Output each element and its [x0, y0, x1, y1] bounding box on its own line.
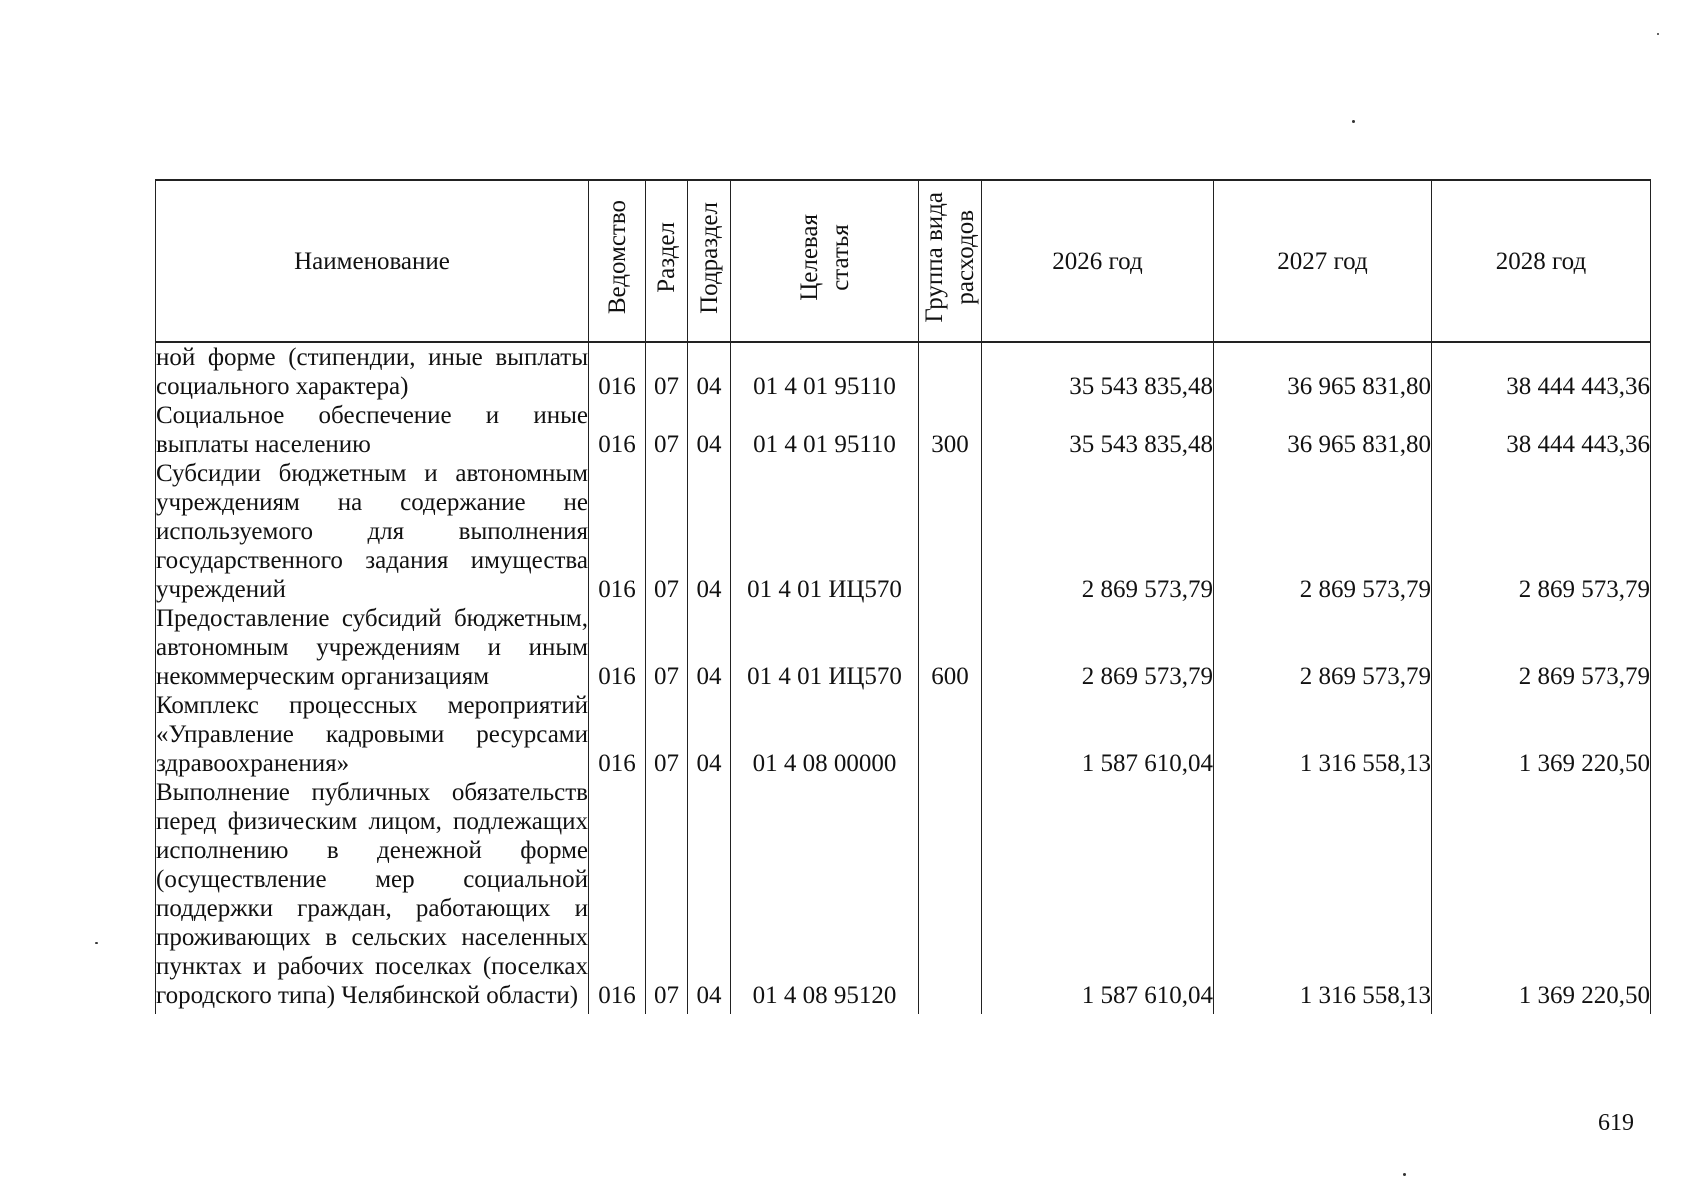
row-name: ной форме (стипендии, иные выплаты социального характера)	[156, 344, 588, 400]
row-razdel: 07	[646, 342, 688, 401]
table-row	[156, 691, 1651, 778]
row-2027: 2 869 573,79	[1214, 604, 1432, 691]
header-2026: 2026 год	[982, 180, 1214, 342]
row-2026: 35 543 835,48	[982, 342, 1214, 401]
row-2027: 1 316 558,13	[1214, 778, 1432, 1014]
row-2028: 1 369 220,50	[1432, 691, 1651, 778]
scan-speck	[1657, 33, 1659, 35]
header-tselevaya-statya: Целевая статья	[731, 180, 919, 342]
table-row	[156, 604, 1651, 691]
row-2027: 2 869 573,79	[1214, 459, 1432, 604]
table-row	[156, 778, 1651, 1014]
row-name: Субсидии бюджетным и автономным учреждениям на содержание не используемого для выполнения государственного задания имущества учреждений	[156, 460, 588, 603]
table-row	[156, 401, 1651, 459]
row-tselevaya-statya: 01 4 08 00000	[731, 691, 919, 778]
scan-speck	[95, 942, 98, 944]
row-2026: 1 587 610,04	[982, 778, 1214, 1014]
row-2027: 36 965 831,80	[1214, 342, 1432, 401]
row-2028: 38 444 443,36	[1432, 342, 1651, 401]
row-podrazdel: 04	[688, 459, 731, 604]
row-vedomstvo: 016	[589, 691, 646, 778]
row-vedomstvo: 016	[589, 604, 646, 691]
row-2026: 1 587 610,04	[982, 691, 1214, 778]
row-vedomstvo: 016	[589, 778, 646, 1014]
row-gruppa	[919, 778, 982, 1014]
row-podrazdel: 04	[688, 778, 731, 1014]
header-gruppa-vida-rashodov: Группа вида расходов	[919, 180, 982, 342]
header-2027: 2027 год	[1214, 180, 1432, 342]
table-row	[156, 342, 1651, 401]
row-2028: 1 369 220,50	[1432, 778, 1651, 1014]
row-vedomstvo: 016	[589, 342, 646, 401]
row-2026: 2 869 573,79	[982, 459, 1214, 604]
row-vedomstvo: 016	[589, 459, 646, 604]
row-2028: 2 869 573,79	[1432, 604, 1651, 691]
row-2027: 1 316 558,13	[1214, 691, 1432, 778]
row-name: Выполнение публичных обязательств перед физическим лицом, подлежащих исполнению в денежной форме (осуществление мер социальной поддержки граждан, работающих и проживающих в сельских населенных пунктах и рабочих поселках (поселках городского типа) Челябинской области)	[156, 778, 589, 1014]
row-razdel: 07	[646, 401, 688, 459]
table-header-row	[156, 180, 1651, 342]
row-2026: 2 869 573,79	[982, 604, 1214, 691]
row-2026: 35 543 835,48	[982, 401, 1214, 459]
row-name: Комплекс процессных мероприятий «Управление кадровыми ресурсами здравоохранения»	[156, 692, 588, 777]
row-podrazdel: 04	[688, 342, 731, 401]
scan-speck	[1352, 120, 1355, 123]
header-podrazdel: Подраздел	[688, 180, 731, 342]
row-tselevaya-statya: 01 4 01 95110	[731, 401, 919, 459]
row-tselevaya-statya: 01 4 01 ИЦ570	[731, 604, 919, 691]
row-name: Социальное обеспечение и иные выплаты населению	[156, 402, 588, 458]
header-razdel: Раздел	[646, 180, 688, 342]
page-number: 619	[1598, 1110, 1634, 1136]
row-podrazdel: 04	[688, 691, 731, 778]
header-2028: 2028 год	[1432, 180, 1651, 342]
header-vedomstvo: Ведомство	[589, 180, 646, 342]
row-gruppa	[919, 459, 982, 604]
table-row	[156, 459, 1651, 604]
scan-speck	[1403, 1173, 1406, 1176]
row-tselevaya-statya: 01 4 01 95110	[731, 342, 919, 401]
row-vedomstvo: 016	[589, 401, 646, 459]
row-podrazdel: 04	[688, 604, 731, 691]
row-gruppa	[919, 691, 982, 778]
row-razdel: 07	[646, 604, 688, 691]
row-razdel: 07	[646, 778, 688, 1014]
row-name: Предоставление субсидий бюджетным, автономным учреждениям и иным некоммерческим организациям	[156, 605, 588, 690]
budget-table	[155, 179, 1651, 1014]
row-razdel: 07	[646, 459, 688, 604]
row-gruppa: 300	[919, 401, 982, 459]
row-tselevaya-statya: 01 4 01 ИЦ570	[731, 459, 919, 604]
row-2028: 38 444 443,36	[1432, 401, 1651, 459]
row-gruppa	[919, 342, 982, 401]
row-2027: 36 965 831,80	[1214, 401, 1432, 459]
row-2028: 2 869 573,79	[1432, 459, 1651, 604]
row-tselevaya-statya: 01 4 08 95120	[731, 778, 919, 1014]
row-podrazdel: 04	[688, 401, 731, 459]
row-gruppa: 600	[919, 604, 982, 691]
row-razdel: 07	[646, 691, 688, 778]
header-name: Наименование	[156, 180, 589, 342]
